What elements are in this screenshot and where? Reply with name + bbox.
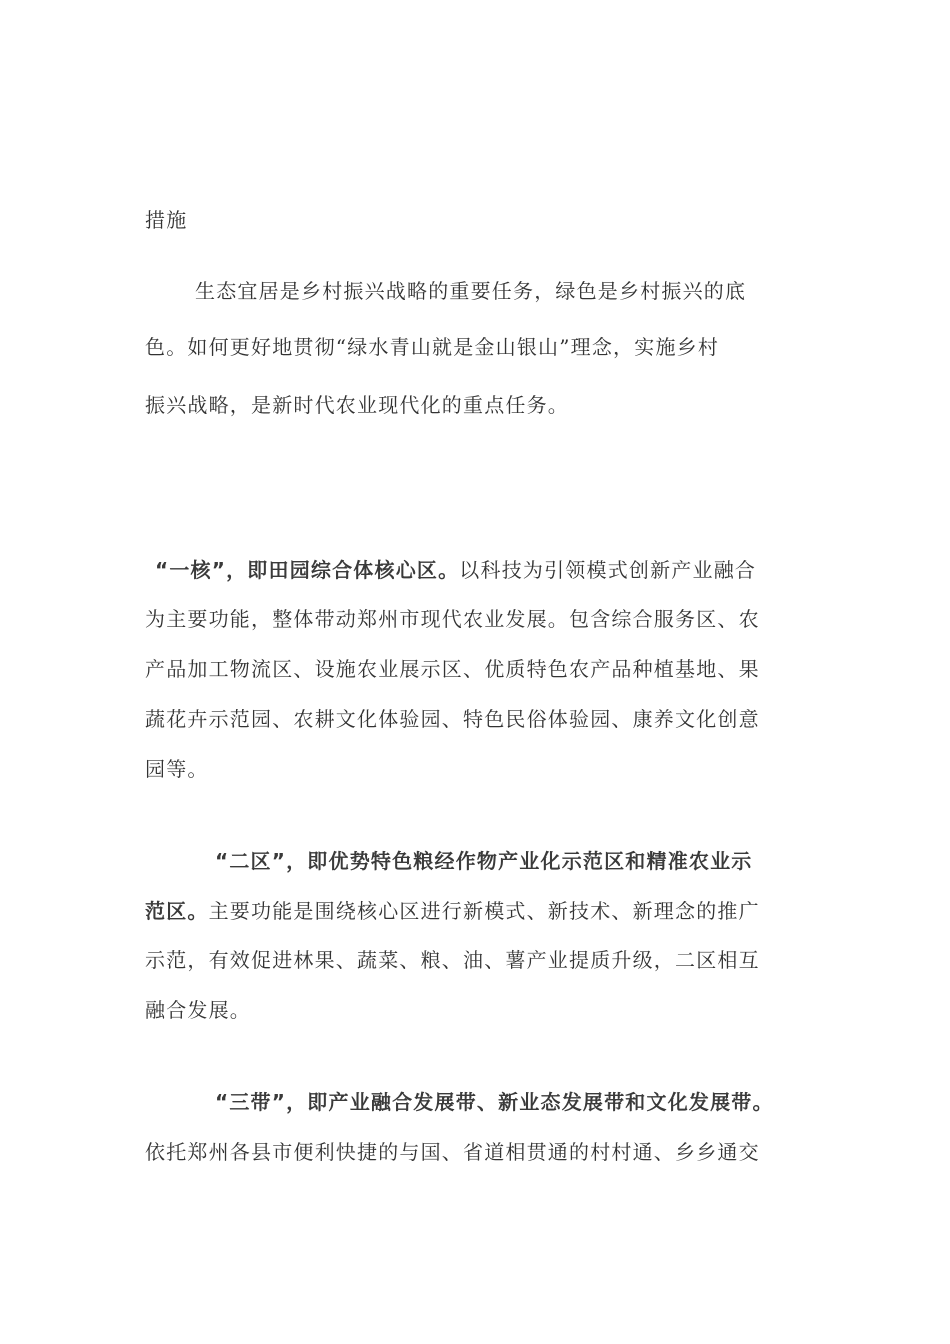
intro-line-1: 生态宜居是乡村振兴战略的重要任务，绿色是乡村振兴的底: [195, 279, 747, 303]
zones-line-2: [145, 898, 760, 924]
intro-line-2: 色。如何更好地贯彻“绿水青山就是金山银山”理念，实施乡村: [145, 335, 720, 359]
core-lead-rest: 以科技为引领模式创新产业融合: [459, 558, 757, 582]
core-line-3: 产品加工物流区、设施农业展示区、优质特色农产品种植基地、果: [145, 657, 760, 681]
core-line-5: 园等。: [145, 757, 209, 781]
core-lead-bold: “一核”，即田园综合体核心区。: [155, 558, 460, 582]
core-line-2: 为主要功能，整体带动郑州市现代农业发展。包含综合服务区、农: [145, 607, 760, 631]
belts-line-2: 依托郑州各县市便利快捷的与国、省道相贯通的村村通、乡乡通交: [145, 1140, 760, 1164]
belts-line-1: “三带”，即产业融合发展带、新业态发展带和文化发展带。: [215, 1090, 774, 1114]
section-heading: 措施: [145, 208, 188, 232]
core-line-4: 蔬花卉示范园、农耕文化体验园、特色民俗体验园、康养文化创意: [145, 707, 760, 731]
zones-line-1: “二区”，即优势特色粮经作物产业化示范区和精准农业示: [215, 849, 753, 873]
zones-line-4: 融合发展。: [145, 998, 251, 1022]
intro-line-3: 振兴战略，是新时代农业现代化的重点任务。: [145, 393, 569, 417]
zones-lead-rest: 主要功能是围绕核心区进行新模式、新技术、新理念的推广: [208, 899, 760, 923]
core-line-1: [155, 557, 756, 583]
zones-line-3: 示范，有效促进林果、蔬菜、粮、油、薯产业提质升级，二区相互: [145, 948, 760, 972]
zones-lead-bold: 范区。: [145, 899, 209, 923]
